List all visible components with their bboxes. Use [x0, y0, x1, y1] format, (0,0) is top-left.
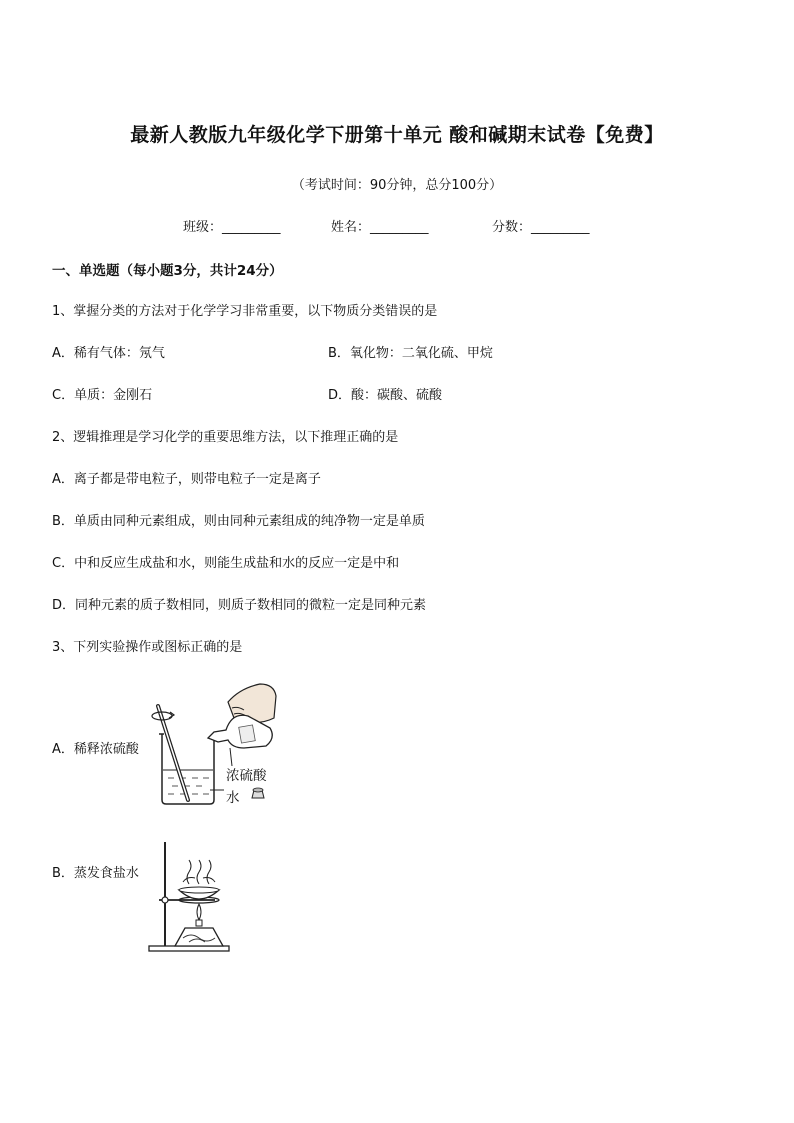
question-2-option-b: B．单质由同种元素组成，则由同种元素组成的纯净物一定是单质	[52, 514, 425, 529]
steam	[183, 860, 215, 884]
water-dashes	[168, 778, 209, 794]
label-concentrated-acid: 浓硫酸	[226, 768, 267, 784]
score-field: 分数：_________	[492, 220, 590, 235]
question-1-stem: 1、掌握分类的方法对于化学学习非常重要，以下物质分类错误的是	[52, 304, 438, 319]
flame	[197, 904, 201, 920]
name-field: 姓名：_________	[331, 220, 429, 235]
class-field: 班级：_________	[183, 220, 281, 235]
question-2-option-d: D．同种元素的质子数相同，则质子数相同的微粒一定是同种元素	[52, 598, 427, 613]
question-3-option-b: B．蒸发食盐水	[52, 866, 139, 881]
question-2-option-c: C．中和反应生成盐和水，则能生成盐和水的反应一定是中和	[52, 556, 400, 571]
question-1-option-c: C．单质：金刚石	[52, 388, 153, 403]
question-2-option-a: A．离子都是带电粒子，则带电粒子一定是离子	[52, 472, 321, 487]
evaporation-diagram	[145, 838, 245, 956]
page-title: 最新人教版九年级化学下册第十单元 酸和碱期末试卷【免费】	[130, 124, 664, 146]
dilution-diagram	[148, 682, 278, 810]
alcohol-lamp	[175, 928, 223, 946]
section-heading: 一、单选题（每小题3分，共计24分）	[52, 263, 283, 279]
question-1-option-b: B．氧化物：二氧化硫、甲烷	[328, 346, 493, 361]
label-water: 水	[226, 790, 240, 806]
question-2-stem: 2、逻辑推理是学习化学的重要思维方法，以下推理正确的是	[52, 430, 399, 445]
stand-base	[149, 946, 229, 951]
exam-time-note: （考试时间：90分钟，总分100分）	[291, 178, 503, 193]
question-3-stem: 3、下列实验操作或图标正确的是	[52, 640, 243, 655]
question-1-option-a: A．稀有气体：氖气	[52, 346, 165, 361]
question-1-option-d: D．酸：碳酸、硫酸	[328, 388, 443, 403]
question-3-option-a: A．稀释浓硫酸	[52, 742, 139, 757]
